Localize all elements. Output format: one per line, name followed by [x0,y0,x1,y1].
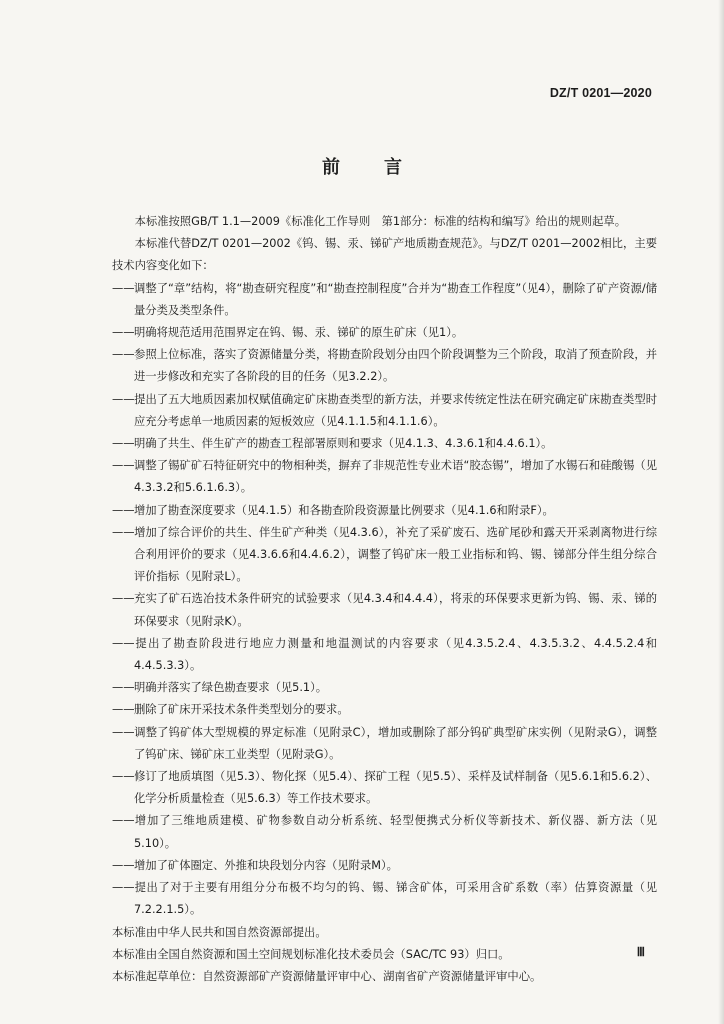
list-item-text: 增加了综合评价的共生、伴生矿产种类（见4.3.6），补充了采矿废石、选矿尾砂和露天开采剥离物进行综合利用评价的要求（见4.3.6.6和4.4.6.2），调整了钨矿床一般工业指标和钨、锡、锑部分伴生组分综合评价指标（见附录L）。 [134,525,657,584]
dash-marker: —— [112,725,135,739]
list-item-text: 调整了锡矿矿石特征研究中的物相种类，摒弃了非规范性专业术语“胶态锡”，增加了水锡石和硅酸锡（见4.3.3.2和5.6.1.6.3）。 [134,459,657,495]
list-item-text: 增加了勘查深度要求（见4.1.5）和各勘查阶段资源量比例要求（见4.1.6和附录F）。 [134,503,554,517]
foreword-body [112,211,657,988]
intro-paragraph-drafting-rules: 本标准按照GB/T 1.1—2009《标准化工作导则 第1部分：标准的结构和编写》给出的规则起草。 [134,215,626,228]
list-item [112,877,657,921]
list-item [112,766,657,810]
list-item [112,810,657,854]
dash-marker: —— [112,525,135,539]
list-item-text: 明确了共生、伴生矿产的勘查工程部署原则和要求（见4.1.3、4.3.6.1和4.4.6.1）。 [134,437,553,451]
list-item-text: 提出了对于主要有用组分分布极不均匀的钨、锡、锑含矿体，可采用含矿系数（率）估算资源量（见7.2.2.1.5）。 [134,881,657,917]
list-item [112,588,657,632]
list-item-text: 修订了地质填图（见5.3）、物化探（见5.4）、探矿工程（见5.5）、采样及试样制备（见5.6.1和5.6.2）、化学分析质量检查（见5.6.3）等工作技术要求。 [134,770,657,806]
list-item [112,500,657,522]
list-item-text: 提出了勘查阶段进行地应力测量和地温测试的内容要求（见4.3.5.2.4、4.3.5.3.2、4.4.5.2.4和4.4.5.3.3）。 [134,636,657,673]
dash-marker: —— [112,636,135,650]
list-item [112,522,657,589]
dash-marker: —— [112,459,135,473]
dash-marker: —— [112,392,135,406]
dash-marker: —— [112,592,135,606]
page-title [0,153,724,179]
list-item-text: 调整了“章”结构，将“勘查研究程度”和“勘查控制程度”合并为“勘查工作程度”（见4），删除了矿产资源/储量分类及类型条件。 [134,281,657,317]
list-item-text: 明确并落实了绿色勘查要求（见5.1）。 [134,681,328,695]
list-item [112,455,657,499]
list-item-text: 删除了矿床开采技术条件类型划分的要求。 [134,703,349,717]
list-item-text: 调整了钨矿体大型规模的界定标准（见附录C），增加或删除了部分钨矿典型矿床实例（见附录G），调整了钨矿床、锑矿床工业类型（见附录G）。 [134,725,657,761]
dash-marker: —— [112,770,135,784]
list-item [112,677,657,699]
dash-marker: —— [112,814,135,828]
dash-marker: —— [112,881,135,895]
dash-marker: —— [112,703,135,717]
dash-marker: —— [112,348,135,362]
page-edge-shadow [718,0,724,1024]
list-item [112,633,657,677]
standard-code: DZ/T 0201—2020 [549,86,652,100]
list-item [112,278,657,322]
list-item [112,344,657,388]
list-item-text: 明确将规范适用范围界定在钨、锡、汞、锑矿的原生矿床（见1）。 [134,326,464,340]
list-item [112,322,657,344]
list-item [112,433,657,455]
list-item-text: 提出了五大地质因素加权赋值确定矿床勘查类型的新方法，并要求传统定性法在研究确定矿床勘查类型时应充分考虑单一地质因素的短板效应（见4.1.1.5和4.1.1.6）。 [134,392,657,428]
dash-marker: —— [112,503,135,517]
list-item [112,699,657,721]
list-item-text: 增加了三维地质建模、矿物参数自动分析系统、轻型便携式分析仪等新技术、新仪器、新方法（见5.10）。 [134,814,657,850]
page-number: Ⅲ [636,945,645,959]
list-item-text: 参照上位标准，落实了资源储量分类，将勘查阶段划分由四个阶段调整为三个阶段，取消了预查阶段，并进一步修改和充实了各阶段的目的任务（见3.2.2）。 [134,348,657,384]
dash-marker: —— [112,858,135,872]
title-char-1: 前 [322,157,340,178]
dash-marker: —— [112,681,135,695]
list-item [112,389,657,433]
list-item-text: 增加了矿体圈定、外推和块段划分内容（见附录M）。 [134,858,398,872]
intro-paragraph-replacement: 本标准代替DZ/T 0201—2002《钨、锡、汞、锑矿产地质勘查规范》。与DZ/T 0201—2002相比，主要技术内容变化如下： [112,237,657,273]
title-char-2: 言 [384,157,402,178]
changes-list [112,278,657,922]
closing-drafters: 本标准起草单位：自然资源部矿产资源储量评审中心、湖南省矿产资源储量评审中心。 [112,969,542,983]
closing-managed: 本标准由全国自然资源和国土空间规划标准化技术委员会（SAC/TC 93）归口。 [112,947,510,961]
dash-marker: —— [112,326,135,340]
list-item [112,855,657,877]
dash-marker: —— [112,281,135,295]
list-item [112,722,657,766]
closing-proposed: 本标准由中华人民共和国自然资源部提出。 [112,925,327,939]
dash-marker: —— [112,437,135,451]
list-item-text: 充实了矿石选冶技术条件研究的试验要求（见4.3.4和4.4.4），将汞的环保要求更新为钨、锡、汞、锑的环保要求（见附录K）。 [134,592,657,628]
